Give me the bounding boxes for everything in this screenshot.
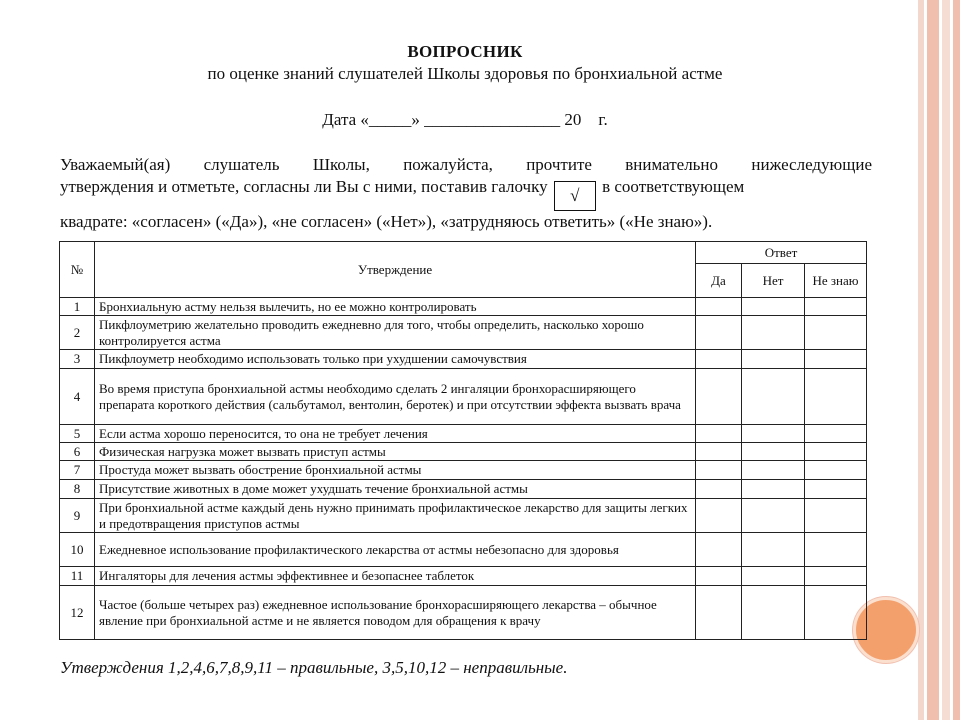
- table-row: [60, 298, 867, 316]
- answer-cell-no[interactable]: [742, 443, 805, 461]
- decorative-stripes: [918, 0, 960, 720]
- table-row: [60, 316, 867, 350]
- row-statement: Пикфлоуметр необходимо использовать только при ухудшении самочувствия: [95, 350, 696, 369]
- column-header-dont-know: Не знаю: [805, 264, 867, 298]
- answer-cell-dont-know[interactable]: [805, 499, 867, 533]
- questionnaire-table: [59, 241, 867, 640]
- instructions-line-1: Уважаемый(ая) слушатель Школы, пожалуйста, прочтите внимательно нижеследующие: [60, 155, 872, 174]
- row-statement: Ингаляторы для лечения астмы эффективнее и безопаснее таблеток: [95, 567, 696, 586]
- check-mark-box: √: [554, 181, 596, 211]
- table-row: [60, 480, 867, 499]
- table-row: [60, 533, 867, 567]
- answer-cell-dont-know[interactable]: [805, 298, 867, 316]
- answer-cell-no[interactable]: [742, 316, 805, 350]
- row-statement: Частое (больше четырех раз) ежедневное использование бронхорасширяющего лекарства – обычное явление при бронхиальной астме и не является поводом для обращения к врачу: [95, 586, 696, 640]
- answer-cell-no[interactable]: [742, 499, 805, 533]
- answer-cell-no[interactable]: [742, 425, 805, 443]
- instructions-line-2-start: утверждения и отметьте, согласны ли Вы с ними, поставив галочку: [60, 177, 548, 196]
- answer-cell-yes[interactable]: [696, 586, 742, 640]
- column-header-answer: Ответ: [696, 242, 867, 264]
- answer-cell-dont-know[interactable]: [805, 316, 867, 350]
- answer-key: Утверждения 1,2,4,6,7,8,9,11 – правильные, 3,5,10,12 – неправильные.: [60, 658, 568, 677]
- table-row: [60, 586, 867, 640]
- answer-cell-yes[interactable]: [696, 461, 742, 480]
- row-number: 9: [60, 499, 95, 533]
- row-number: 3: [60, 350, 95, 369]
- answer-cell-dont-know[interactable]: [805, 533, 867, 567]
- answer-cell-yes[interactable]: [696, 425, 742, 443]
- row-statement: Если астма хорошо переносится, то она не требует лечения: [95, 425, 696, 443]
- answer-cell-yes[interactable]: [696, 567, 742, 586]
- instructions-line-2-end: в соответствующем: [602, 177, 745, 196]
- answer-cell-yes[interactable]: [696, 298, 742, 316]
- row-statement: Простуда может вызвать обострение бронхиальной астмы: [95, 461, 696, 480]
- stripe: [942, 0, 950, 720]
- instructions: [60, 154, 872, 233]
- row-statement: Пикфлоуметрию желательно проводить ежедневно для того, чтобы определить, насколько хорошо контролируется астма: [95, 316, 696, 350]
- answer-cell-dont-know[interactable]: [805, 443, 867, 461]
- row-statement: Физическая нагрузка может вызвать приступ астмы: [95, 443, 696, 461]
- answer-cell-dont-know[interactable]: [805, 350, 867, 369]
- answer-cell-no[interactable]: [742, 298, 805, 316]
- row-statement: Присутствие животных в доме может ухудшать течение бронхиальной астмы: [95, 480, 696, 499]
- column-header-number: №: [60, 242, 95, 298]
- row-statement: При бронхиальной астме каждый день нужно принимать профилактическое лекарство для защиты легких и предотвращения приступов астмы: [95, 499, 696, 533]
- table-row: [60, 425, 867, 443]
- row-number: 8: [60, 480, 95, 499]
- answer-cell-no[interactable]: [742, 369, 805, 425]
- page-title: ВОПРОСНИК: [407, 42, 523, 61]
- row-number: 1: [60, 298, 95, 316]
- answer-cell-dont-know[interactable]: [805, 480, 867, 499]
- answer-cell-no[interactable]: [742, 480, 805, 499]
- date-line: Дата «_____» ________________ 20 г.: [322, 110, 608, 129]
- row-number: 10: [60, 533, 95, 567]
- answer-cell-no[interactable]: [742, 533, 805, 567]
- answer-cell-yes[interactable]: [696, 480, 742, 499]
- row-number: 4: [60, 369, 95, 425]
- row-number: 11: [60, 567, 95, 586]
- row-statement: Во время приступа бронхиальной астмы необходимо сделать 2 ингаляции бронхорасширяющего препарата короткого действия (сальбутамол, вентолин, беротек) и при отсутствии эффекта вызвать врача: [95, 369, 696, 425]
- row-statement: Ежедневное использование профилактического лекарства от астмы небезопасно для здоровья: [95, 533, 696, 567]
- row-number: 7: [60, 461, 95, 480]
- instructions-line-2: [60, 176, 872, 211]
- answer-cell-yes[interactable]: [696, 499, 742, 533]
- stripe: [918, 0, 924, 720]
- row-number: 12: [60, 586, 95, 640]
- answer-cell-no[interactable]: [742, 567, 805, 586]
- answer-cell-dont-know[interactable]: [805, 425, 867, 443]
- column-header-statement: Утверждение: [95, 242, 696, 298]
- answer-cell-dont-know[interactable]: [805, 369, 867, 425]
- stripe: [927, 0, 939, 720]
- table-row: [60, 461, 867, 480]
- answer-cell-yes[interactable]: [696, 369, 742, 425]
- table-row: [60, 499, 867, 533]
- column-header-no: Нет: [742, 264, 805, 298]
- answer-cell-dont-know[interactable]: [805, 586, 867, 640]
- page-subtitle: по оценке знаний слушателей Школы здоровья по бронхиальной астме: [207, 64, 723, 83]
- answer-cell-yes[interactable]: [696, 316, 742, 350]
- row-number: 2: [60, 316, 95, 350]
- table-row: [60, 443, 867, 461]
- answer-cell-yes[interactable]: [696, 350, 742, 369]
- answer-cell-no[interactable]: [742, 461, 805, 480]
- stripe: [953, 0, 960, 720]
- table-row: [60, 567, 867, 586]
- table-row: [60, 350, 867, 369]
- answer-cell-yes[interactable]: [696, 533, 742, 567]
- column-header-yes: Да: [696, 264, 742, 298]
- row-number: 5: [60, 425, 95, 443]
- answer-cell-no[interactable]: [742, 586, 805, 640]
- row-statement: Бронхиальную астму нельзя вылечить, но ее можно контролировать: [95, 298, 696, 316]
- answer-cell-dont-know[interactable]: [805, 461, 867, 480]
- answer-cell-no[interactable]: [742, 350, 805, 369]
- answer-cell-yes[interactable]: [696, 443, 742, 461]
- instructions-line-3: квадрате: «согласен» («Да»), «не согласен» («Нет»), «затрудняюсь ответить» («Не знаю»).: [60, 212, 713, 231]
- answer-cell-dont-know[interactable]: [805, 567, 867, 586]
- table-row: [60, 369, 867, 425]
- row-number: 6: [60, 443, 95, 461]
